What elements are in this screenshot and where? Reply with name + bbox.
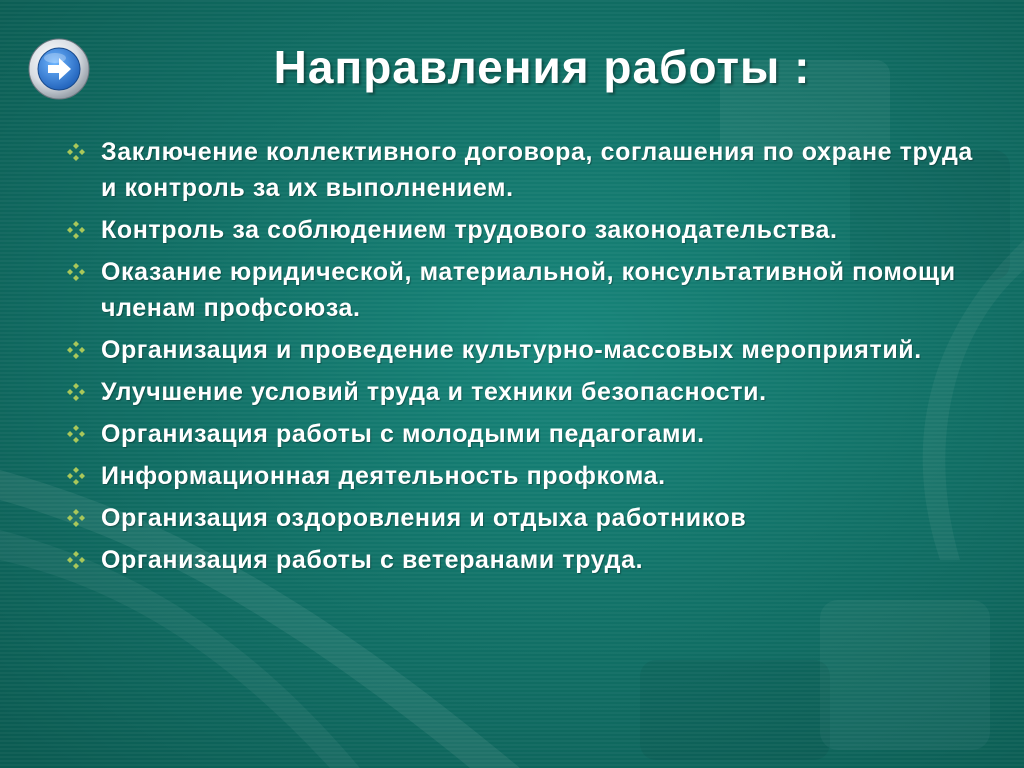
list-item-text: Организация работы с молодыми педагогами. [101, 420, 705, 448]
four-diamond-bullet-icon [66, 142, 86, 162]
list-item-text: Заключение коллективного договора, соглашения по охране труда и контроль за их выполнением. [101, 138, 973, 202]
list-item-text: Организация оздоровления и отдыха работников [101, 504, 747, 532]
four-diamond-bullet-icon [66, 508, 86, 528]
list-item [64, 458, 974, 494]
list-item-text: Улучшение условий труда и техники безопасности. [101, 378, 767, 406]
four-diamond-bullet-icon [66, 550, 86, 570]
four-diamond-bullet-icon [66, 220, 86, 240]
list-item-text: Контроль за соблюдением трудового законодательства. [101, 216, 838, 244]
four-diamond-bullet-icon [66, 382, 86, 402]
list-item [64, 212, 974, 248]
list-item-text: Организация работы с ветеранами труда. [101, 546, 644, 574]
list-item [64, 332, 974, 368]
list-item [64, 500, 974, 536]
four-diamond-bullet-icon [66, 424, 86, 444]
list-item [64, 542, 974, 578]
list-item-text: Организация и проведение культурно-массовых мероприятий. [101, 336, 922, 364]
list-item [64, 374, 974, 410]
list-item [64, 254, 974, 326]
four-diamond-bullet-icon [66, 466, 86, 486]
four-diamond-bullet-icon [66, 340, 86, 360]
four-diamond-bullet-icon [66, 262, 86, 282]
slide-title: Направления работы : [273, 41, 811, 93]
list-item [64, 416, 974, 452]
list-item [64, 134, 974, 206]
list-item-text: Информационная деятельность профкома. [101, 462, 666, 490]
list-item-text: Оказание юридической, материальной, консультативной помощи членам профсоюза. [101, 258, 956, 322]
bullet-list [64, 134, 974, 584]
